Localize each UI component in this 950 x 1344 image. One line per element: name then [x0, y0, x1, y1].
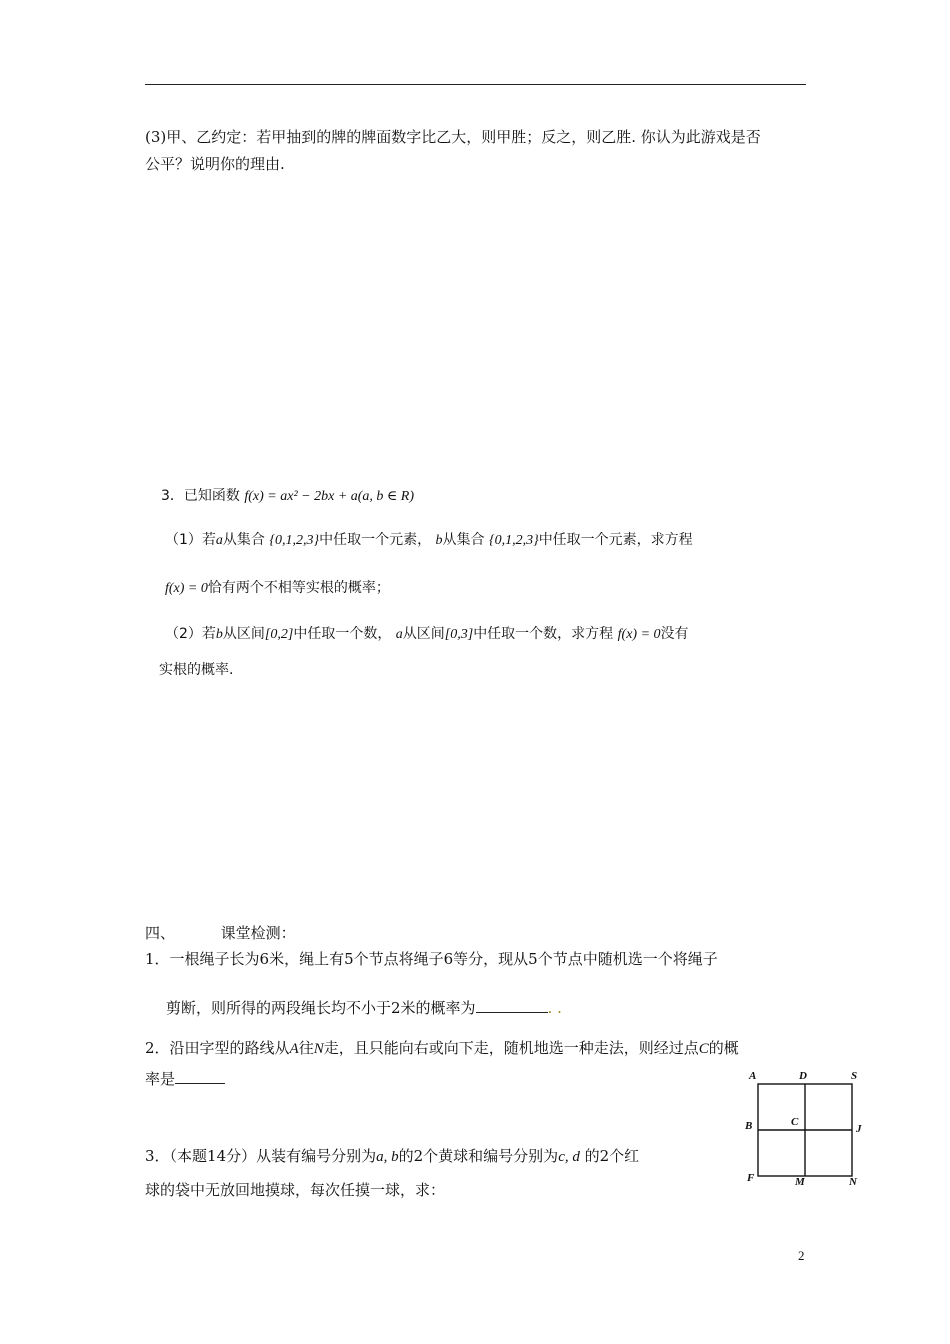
label-J: J [856, 1123, 862, 1135]
q3-p2-a: a [395, 627, 403, 642]
label-C: C [791, 1116, 799, 1128]
q3-p1-mid3: 从集合 [442, 532, 485, 548]
q3-p2-mid1: 从区间 [222, 626, 265, 642]
s4-q2-line2 [145, 1069, 225, 1089]
page-number: 2 [798, 1248, 805, 1263]
q3-intro-prefix: 3．已知函数 [161, 488, 240, 504]
q3-p1-line2-formula: f(x) = 0 [165, 581, 208, 596]
label-A: A [749, 1070, 757, 1082]
q3-part2-line1 [165, 624, 689, 645]
q3-p2-mid2: 中任取一个数， [293, 626, 392, 642]
s4-q2-line1 [145, 1038, 739, 1059]
q3-p1-set2: {0,1,2,3} [488, 533, 539, 548]
s4-q3-prefix: 3．（本题14分）从装有编号分别为 [145, 1147, 377, 1165]
section4-title: 课堂检测： [220, 924, 296, 942]
q3-part1-line1 [165, 530, 693, 551]
q3-p2-int1: [0,2] [264, 627, 294, 642]
q3-p1-prefix: （1）若 [165, 532, 216, 548]
s4-q3-line2: 球的袋中无放回地摸球，每次任摸一球，求： [145, 1181, 446, 1199]
q3-p2-mid4: 中任取一个数，求方程 [473, 626, 614, 642]
tian-grid-figure [745, 1070, 875, 1190]
q3-p1-b: b [435, 533, 443, 548]
label-S: S [851, 1070, 858, 1082]
label-F: F [747, 1172, 755, 1184]
s4-q1-line1: 1．一根绳子长为6米，绳上有5个节点将绳子6等分，现从5个节点中随机选一个将绳子 [145, 950, 718, 968]
q3-p1-mid1: 从集合 [222, 532, 265, 548]
s4-q1-text: 剪断，则所得的两段绳长均不小于2米的概率为 [166, 999, 476, 1017]
q3-p1-mid4: 中任取一个元素，求方程 [538, 532, 693, 548]
s4-q2-A: A [289, 1041, 299, 1057]
s4-q2-end: 的概 [708, 1039, 739, 1057]
s4-q2-C: C [698, 1041, 709, 1057]
q3-p2-b: b [215, 627, 223, 642]
s4-q2-prefix: 2．沿田字型的路线从 [145, 1039, 290, 1057]
s4-q3-cd: c, d [558, 1149, 580, 1165]
s4-q3-line1 [145, 1146, 639, 1167]
q3-part2-line2: 实根的概率. [159, 662, 234, 678]
section4-heading [145, 923, 296, 943]
q3-p2-int2: [0,3] [444, 627, 474, 642]
s4-q2-mid1: 往 [298, 1039, 314, 1057]
q3-intro [161, 486, 414, 507]
s4-q2-N: N [313, 1041, 324, 1057]
s4-q3-ab: a, b [376, 1149, 399, 1165]
answer-blank-1[interactable] [476, 998, 548, 1013]
q3-p2-mid3: 从区间 [402, 626, 445, 642]
q3-p1-mid2: 中任取一个元素， [319, 532, 432, 548]
s4-q1-end: . . [547, 999, 562, 1017]
q3-p2-formula: f(x) = 0 [617, 627, 661, 642]
q3-intro-formula: f(x) = ax² − 2bx + a(a, b ∈ R) [244, 489, 415, 504]
s4-q3-end: 的2个红 [584, 1147, 640, 1165]
label-D: D [799, 1070, 807, 1082]
answer-blank-2[interactable] [175, 1069, 225, 1084]
q2-part3-line2: 公平？说明你的理由. [145, 155, 285, 173]
q3-p2-prefix: （2）若 [165, 626, 216, 642]
s4-q3-mid: 的2个黄球和编号分别为 [398, 1147, 559, 1165]
label-B: B [745, 1120, 753, 1132]
s4-q1-line2 [166, 998, 562, 1018]
q3-p2-end: 没有 [660, 626, 689, 642]
label-M: M [795, 1176, 805, 1188]
s4-q2-line2-text: 率是 [145, 1070, 176, 1088]
q3-p1-line2-text: 恰有两个不相等实根的概率； [207, 580, 390, 596]
label-N: N [849, 1176, 857, 1188]
header-rule [145, 84, 806, 85]
q2-part3-line1: (3)甲、乙约定：若甲抽到的牌的牌面数字比乙大，则甲胜；反之，则乙胜. 你认为此游戏是否 [145, 128, 761, 146]
section4-number: 四、 [145, 924, 176, 942]
q3-part1-line2 [165, 578, 390, 599]
q3-p1-a: a [215, 533, 223, 548]
q3-p1-set1: {0,1,2,3} [269, 533, 320, 548]
s4-q2-mid2: 走，且只能向右或向下走，随机地选一种走法，则经过点 [323, 1039, 699, 1057]
